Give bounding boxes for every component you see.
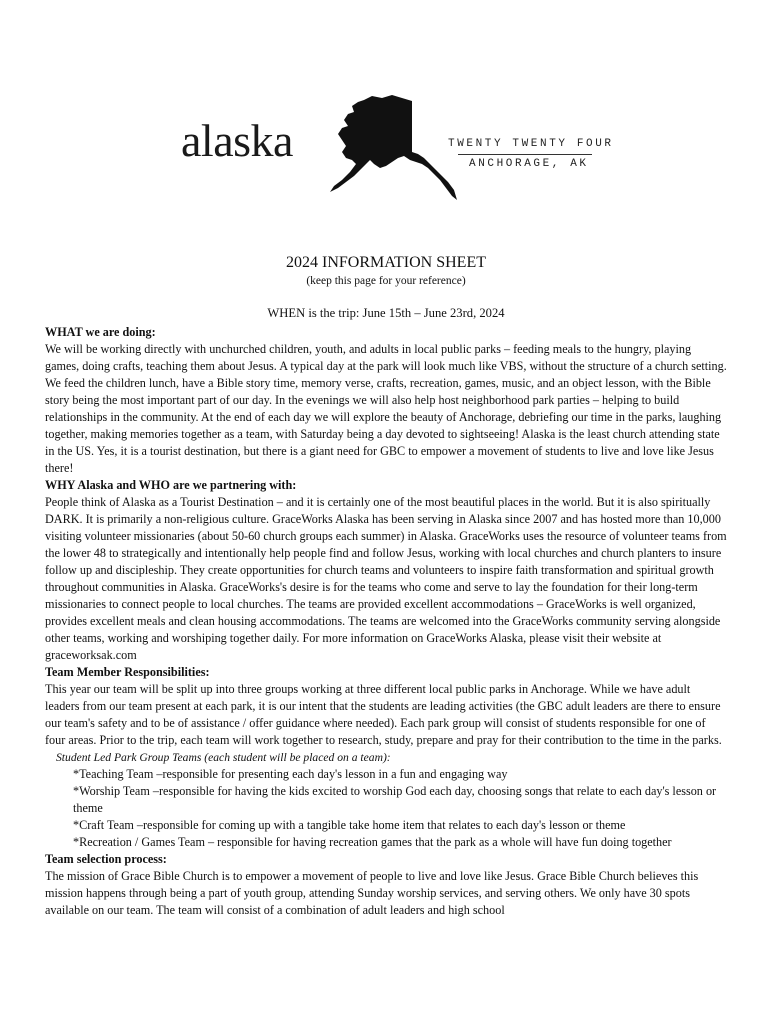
list-item: *Craft Team –responsible for coming up with a tangible take home item that relates to each day's lesson or theme (73, 818, 626, 832)
header (0, 0, 770, 240)
tagline-location: ANCHORAGE, AK (469, 158, 589, 170)
selection-heading: Team selection process: (45, 852, 167, 866)
list-item: *Recreation / Games Team – responsible for having recreation games that the park as a whole will have fun doing together (73, 835, 672, 849)
team-heading: Team Member Responsibilities: (45, 665, 210, 679)
what-heading: WHAT we are doing: (45, 325, 156, 339)
groups-intro: Student Led Park Group Teams (each student will be placed on a team): (56, 751, 391, 764)
page-subtitle: (keep this page for your reference) (306, 275, 466, 287)
tagline-year: TWENTY TWENTY FOUR (448, 138, 614, 150)
why-heading: WHY Alaska and WHO are we partnering with: (45, 478, 297, 492)
tagline-divider (458, 154, 592, 155)
list-item: *Worship Team –responsible for having the kids excited to worship God each day, choosing songs that relate to each day's lesson or theme (73, 784, 717, 815)
selection-paragraph: The mission of Grace Bible Church is to empower a movement of people to live and love like Jesus. Grace Bible Church believes this mission happens through being a part of youth group, attending Sunday worship services, and serving others. We only have 30 spots available on our team. The team will consist of a combination of adult leaders and high school (45, 869, 699, 917)
logo-wordmark: alaska (181, 115, 293, 166)
groups-list (45, 766, 727, 851)
why-paragraph: People think of Alaska as a Tourist Destination – and it is certainly one of the most beautiful places in the world. But it is also spiritually DARK. It is primarily a non-religious culture. GraceWorks Alaska has been serving in Alaska since 2007 and has hosted more than 10,000 visiting volunteer missionaries (about 50-60 church groups each summer) in Alaska. GraceWorks uses the resource of volunteer teams from the lower 48 to strategically and intentionally help people find and follow Jesus, working with local churches and church planters to insure follow up and discipleship. They create opportunities for church teams and volunteers to inspire faith transformation and spiritual growth throughout communities in Alaska. GraceWorks's desire is for the teams who come and serve to lay the foundation for their long-term missionaries to connect people to local churches. The teams are provided excellent accommodations – GraceWorks is well organized, provides excellent meals and clean housing accommodations. The teams are welcomed into the GraceWorks community serving alongside other teams, working and worshiping together daily. For more information on GraceWorks Alaska, please visit their website at graceworksak.com (45, 495, 727, 662)
what-paragraph: We will be working directly with unchurched children, youth, and adults in local public parks – feeding meals to the hungry, playing games, doing crafts, teaching them about Jesus. A typical day at the park will look much like VBS, without the structure of a church setting. We feed the children lunch, have a Bible story time, memory verse, crafts, recreation, games, music, and an object lesson, with the Bible story being the most important part of our day. In the evenings we will also help host neighborhood park parties – helping to build relationships in the community. At the end of each day we will explore the beauty of Anchorage, debriefing our time in the parks, laughing together, making memories together as a team, with Saturday being a day devoted to sightseeing! Alaska is the least church attending state in the US. Yes, it is a tourist destination, but there is a giant need for GBC to empower a movement of students to live and love like Jesus there! (45, 342, 727, 475)
team-paragraph: This year our team will be split up into three groups working at three different local public parks in Anchorage. While we have adult leaders from our team present at each park, it is our intent that the students are leading activities (the GBC adult leaders are there to ensure our team's safety and to be of assistance / offer guidance where needed). Each park group will consist of students responsible for one of four areas. Prior to the trip, each team will work together to research, study, prepare and pray for their contribution to the time in the parks. (45, 682, 722, 747)
page-title: 2024 INFORMATION SHEET (286, 254, 486, 271)
list-item: *Teaching Team –responsible for presenting each day's lesson in a fun and engaging way (73, 767, 508, 781)
document-body (45, 253, 727, 919)
trip-dates: WHEN is the trip: June 15th – June 23rd, 2024 (267, 306, 505, 320)
alaska-map-icon (326, 92, 458, 204)
